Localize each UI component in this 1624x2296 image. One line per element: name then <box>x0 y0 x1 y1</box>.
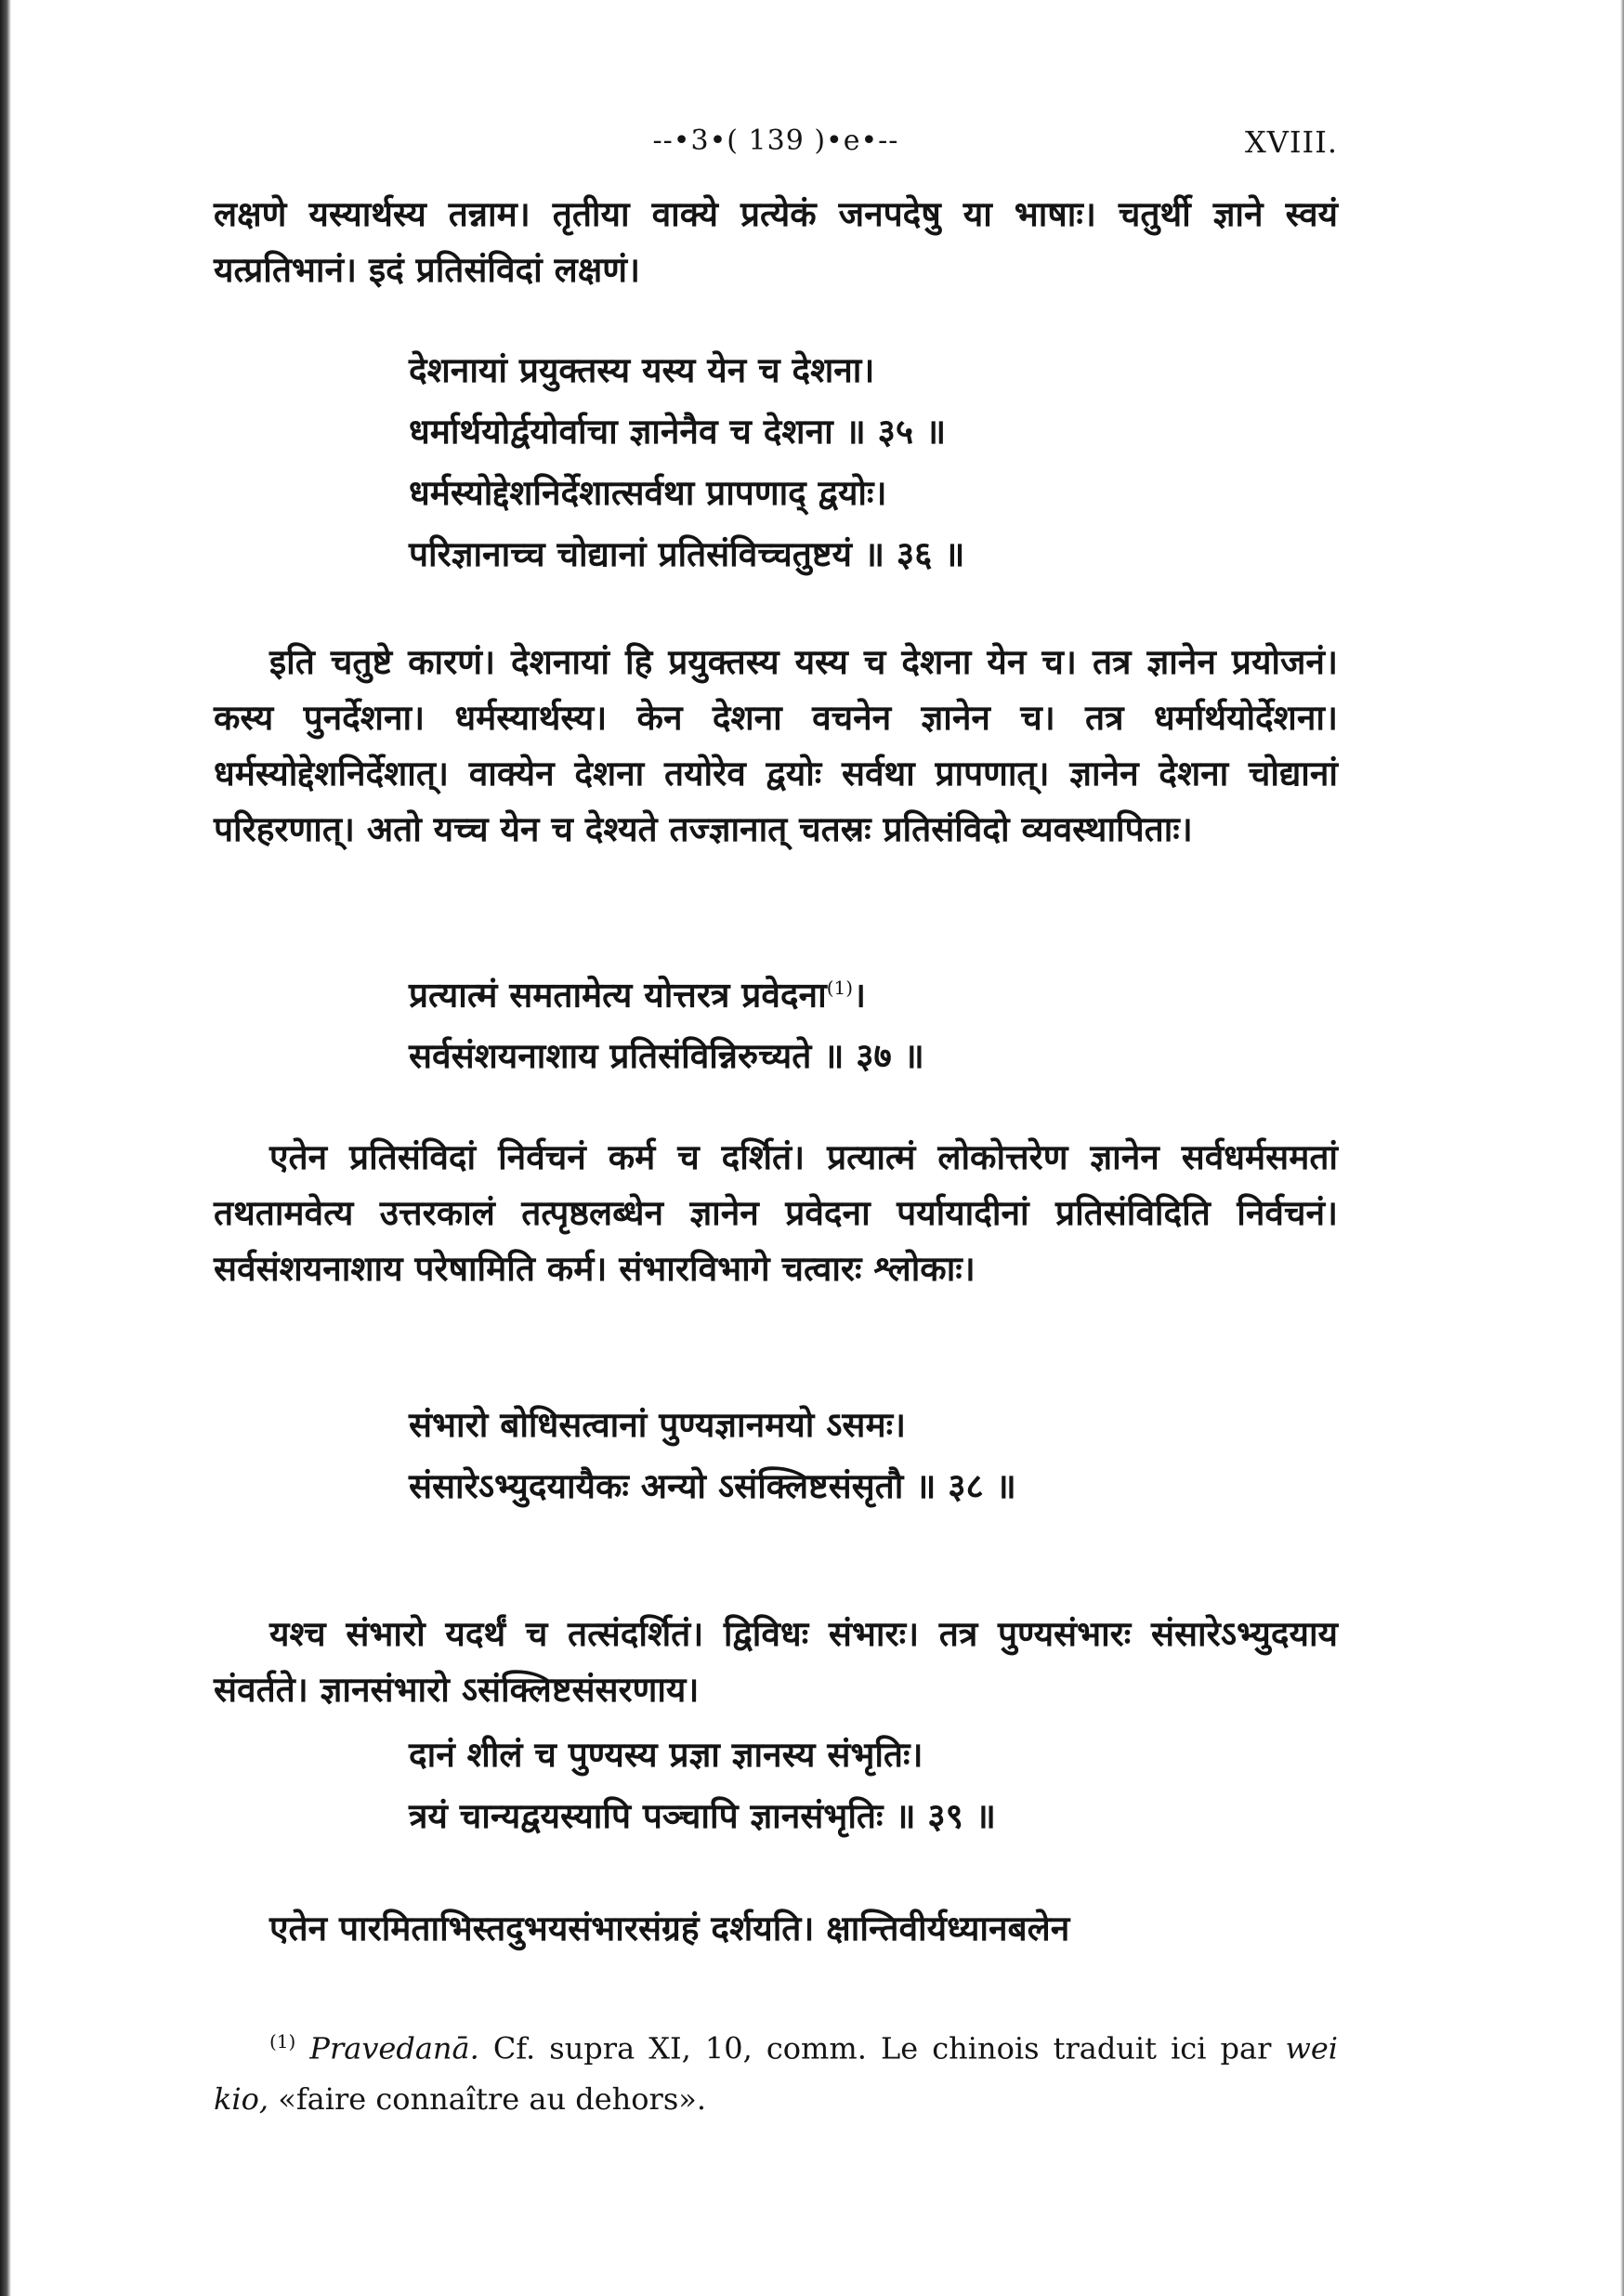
footnote <box>214 2016 1338 2124</box>
verse-block-39 <box>409 1724 1338 1846</box>
commentary-paragraph-2: इति चतुष्टे कारणं। देशनायां हि प्रयुक्तस्य यस्य च देशना येन च। तत्र ज्ञानेन प्रयोजनं। कस्य पुनर्देशना। धर्मस्यार्थस्य। केन देशना वचनेन ज्ञानेन च। तत्र धर्मार्थयोर्देशना। धर्मस्योद्देशनिर्देशात्। वाक्येन देशना तयोरेव द्वयोः सर्वथा प्रापणात्। ज्ञानेन देशना चोद्यानां परिहरणात्। अतो यच्च येन च देश्यते तज्ज्ञानात् चतस्रः प्रतिसंविदो व्यवस्थापिताः। <box>214 641 1338 849</box>
page-number: --•3•( 139 )•e•-- <box>652 125 899 157</box>
footnote-number: (1) <box>269 2030 296 2053</box>
verse-block-35-36 <box>409 339 1338 584</box>
verse-block-37 <box>409 957 1338 1086</box>
verse-line: त्रयं चान्यद्वयस्यापि पञ्चापि ज्ञानसंभृतिः ॥ ३९ ॥ <box>409 1795 996 1836</box>
footnote-term: Pravedanā. <box>309 2030 479 2066</box>
verse-line <box>409 957 1338 1025</box>
verse-danda: । <box>853 974 867 1016</box>
verse-text: प्रत्यात्मं समतामेत्य योत्तरत्र प्रवेदना <box>409 974 827 1016</box>
verse-line: संभारो बोधिसत्वानां पुण्यज्ञानमयो ऽसमः। <box>409 1404 907 1445</box>
commentary-paragraph-3: एतेन प्रतिसंविदां निर्वचनं कर्म च दर्शितं। प्रत्यात्मं लोकोत्तरेण ज्ञानेन सर्वधर्मसमतां तथतामवेत्य उत्तरकालं तत्पृष्ठलब्धेन ज्ञानेन प्रवेदना पर्यायादीनां प्रतिसंविदिति निर्वचनं। सर्वसंशयनाशाय परेषामिति कर्म। संभारविभागे चत्वारः श्लोकाः। <box>214 1136 1338 1289</box>
page-binding-edge <box>0 0 11 2296</box>
commentary-paragraph-4: यश्च संभारो यदर्थं च तत्संदर्शितं। द्विविधः संभारः। तत्र पुण्यसंभारः संसारेऽभ्युदयाय संवर्तते। ज्ञानसंभारो ऽसंक्लिष्टसंसरणाय। <box>214 1613 1338 1710</box>
verse-line: सर्वसंशयनाशाय प्रतिसंविन्निरुच्यते ॥ ३७ ॥ <box>409 1035 924 1077</box>
footnote-marker: (1) <box>826 977 854 999</box>
footnote-term-chinese: wei kio, <box>214 2030 1339 2117</box>
verse-line: दानं शीलं च पुण्यस्य प्रज्ञा ज्ञानस्य संभृतिः। <box>409 1734 923 1775</box>
verse-line: परिज्ञानाच्च चोद्यानां प्रतिसंविच्चतुष्टयं ॥ ३६ ॥ <box>409 533 965 574</box>
footnote-text: Cf. supra XI, 10, comm. Le chinois traduit ici par <box>492 2030 1272 2066</box>
footnote-translation: «faire connaître au dehors». <box>278 2080 706 2117</box>
commentary-paragraph-5: एतेन पारमिताभिस्तदुभयसंभारसंग्रहं दर्शयति। क्षान्तिवीर्यध्यानबलेन <box>269 1908 1070 1948</box>
verse-line: संसारेऽभ्युदयायैकः अन्यो ऽसंक्लिष्टसंसृतौ ॥ ३८ ॥ <box>409 1465 1016 1506</box>
verse-line: धर्मस्योद्देशनिर्देशात्सर्वथा प्रापणाद् द्वयोः। <box>409 472 887 513</box>
verse-line: देशनायां प्रयुक्तस्य यस्य येन च देशना। <box>409 349 875 390</box>
running-header <box>214 125 1338 165</box>
verse-line: धर्मार्थयोर्द्वयोर्वाचा ज्ञानेनैव च देशना ॥ ३५ ॥ <box>409 411 947 452</box>
verse-block-38 <box>409 1394 1338 1516</box>
chapter-number: XVIII. <box>1245 125 1338 160</box>
page-right-edge <box>1620 0 1624 2296</box>
commentary-paragraph-1: लक्षणे यस्यार्थस्य तन्नाम। तृतीया वाक्ये प्रत्येकं जनपदेषु या भाषाः। चतुर्थी ज्ञाने स्वयं यत्प्रतिभानं। इदं प्रतिसंविदां लक्षणं। <box>214 193 1338 290</box>
